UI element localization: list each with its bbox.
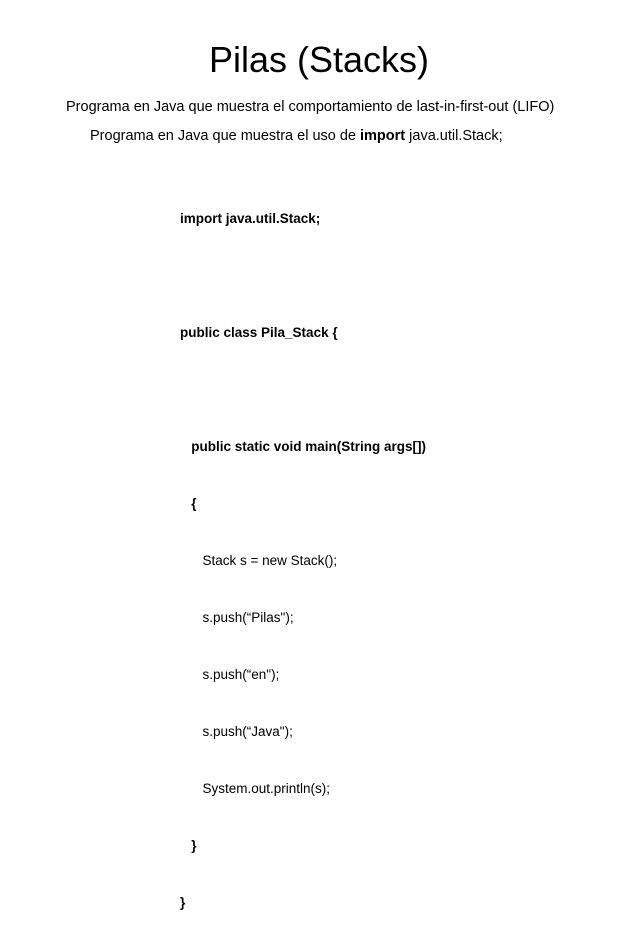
import-note-line [90,127,503,145]
code-statement-push-java: s.push(“Java"); [180,724,293,739]
code-blank-line [180,380,426,399]
code-class-close-brace: } [180,895,186,910]
code-main-method-signature: public static void main(String args[]) [180,439,427,454]
code-block [180,171,426,950]
import-note-prefix: Programa en Java que muestra el uso de [90,128,361,144]
code-method-close-brace: } [180,838,197,853]
code-method-open-brace: { [180,496,197,511]
code-class-declaration: public class Pila_Stack { [180,325,338,340]
import-note-suffix: java.util.Stack; [405,128,503,144]
code-blank-line [180,266,426,285]
description-line: Programa en Java que muestra el comportamiento de last-in-first-out (LIFO) [66,99,555,115]
code-statement-new-stack: Stack s = new Stack(); [180,553,338,568]
import-keyword: import [360,128,406,144]
code-import-line: import java.util.Stack; [180,211,321,226]
code-statement-push-en: s.push(“en"); [180,667,280,682]
code-statement-push-pilas: s.push(“Pilas"); [180,610,294,625]
slide-title: Pilas (Stacks) [208,39,430,80]
code-statement-println: System.out.println(s); [180,781,331,796]
